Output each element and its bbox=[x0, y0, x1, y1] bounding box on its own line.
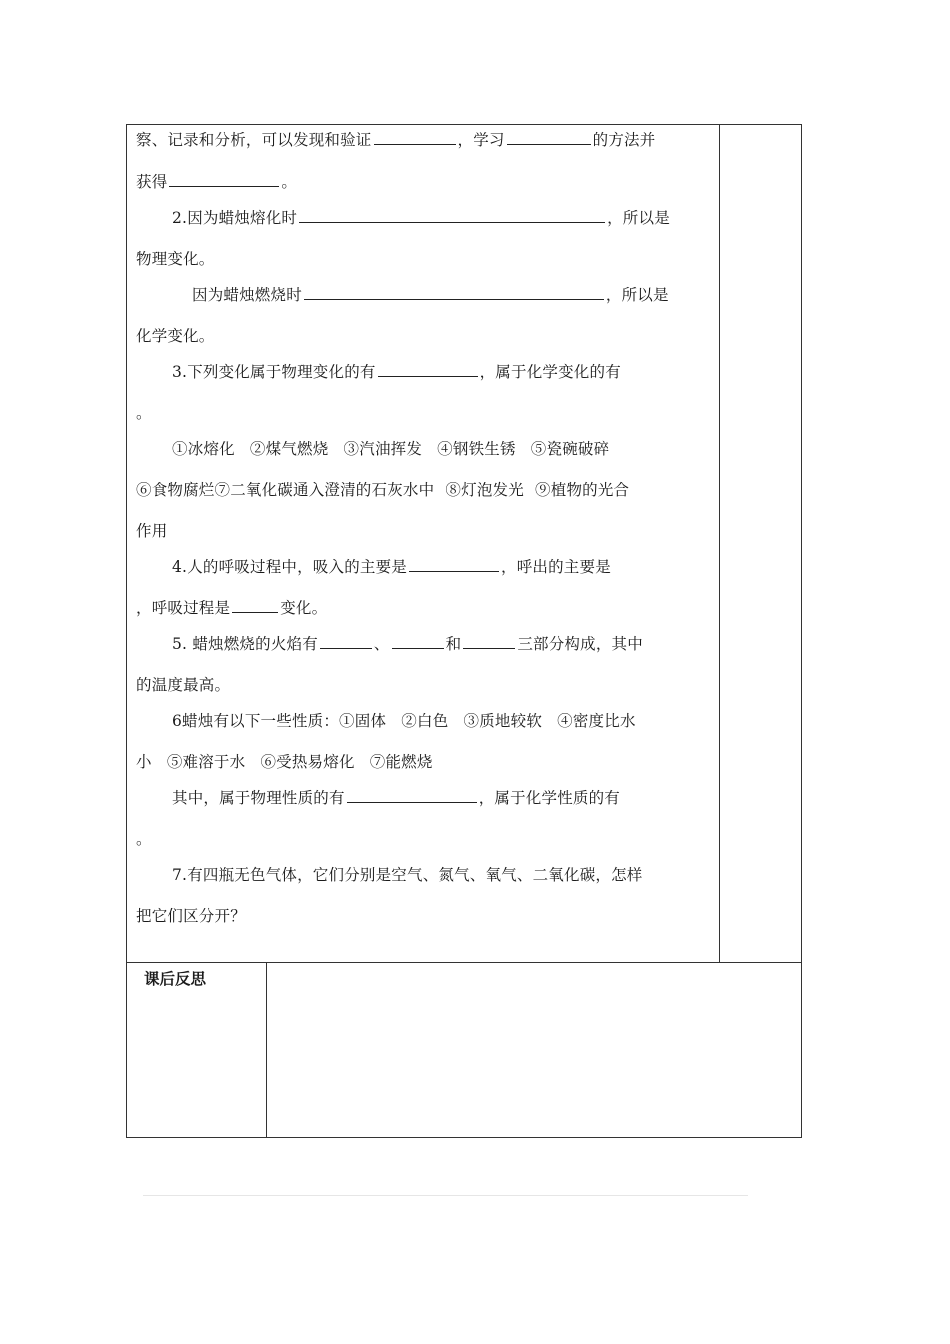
text-line: 小 ⑤难溶于水 ⑥受热易熔化 ⑦能燃烧 bbox=[136, 753, 433, 771]
reflection-label: 课后反思 bbox=[144, 970, 207, 988]
text-line: 其中，属于物理性质的有 ，属于化学性质的有 bbox=[172, 789, 621, 807]
text-line: 化学变化。 bbox=[136, 327, 215, 345]
text-line: 因为蜡烛燃烧时 ，所以是 bbox=[192, 286, 669, 304]
footer-divider bbox=[143, 1195, 748, 1196]
text-line: 作用 bbox=[136, 522, 168, 540]
text-line: 的温度最高。 bbox=[136, 676, 231, 694]
text-line: 。 bbox=[136, 404, 152, 422]
table-divider-label bbox=[266, 962, 267, 1138]
text-line: 6蜡烛有以下一些性质：①固体 ②白色 ③质地较软 ④密度比水 bbox=[172, 712, 636, 730]
table-divider-right bbox=[719, 124, 720, 963]
text-line: 把它们区分开？ bbox=[136, 907, 246, 925]
text-line: ，呼吸过程是 变化。 bbox=[136, 599, 328, 617]
lesson-table bbox=[126, 124, 802, 1138]
text-line: 获得 。 bbox=[136, 173, 298, 191]
text-line: 4.人的呼吸过程中，吸入的主要是 ，呼出的主要是 bbox=[172, 558, 611, 576]
text-line: 2.因为蜡烛熔化时 ，所以是 bbox=[172, 209, 670, 227]
text-line: 。 bbox=[136, 830, 152, 848]
text-line: 5. 蜡烛燃烧的火焰有 、 和 三部分构成，其中 bbox=[172, 635, 643, 653]
text-line: 察、记录和分析，可以发现和验证 ，学习 的方法并 bbox=[136, 131, 656, 149]
text-line: 物理变化。 bbox=[136, 250, 215, 268]
text-line: 7.有四瓶无色气体，它们分别是空气、氮气、氧气、二氧化碳，怎样 bbox=[172, 866, 643, 884]
text-line: 3.下列变化属于物理变化的有 ，属于化学变化的有 bbox=[172, 363, 621, 381]
text-line: ⑥食物腐烂⑦二氧化碳通入澄清的石灰水中 ⑧灯泡发光 ⑨植物的光合 bbox=[136, 481, 630, 499]
text-line: ①冰熔化 ②煤气燃烧 ③汽油挥发 ④钢铁生锈 ⑤瓷碗破碎 bbox=[172, 440, 610, 458]
table-divider-row bbox=[126, 962, 802, 963]
